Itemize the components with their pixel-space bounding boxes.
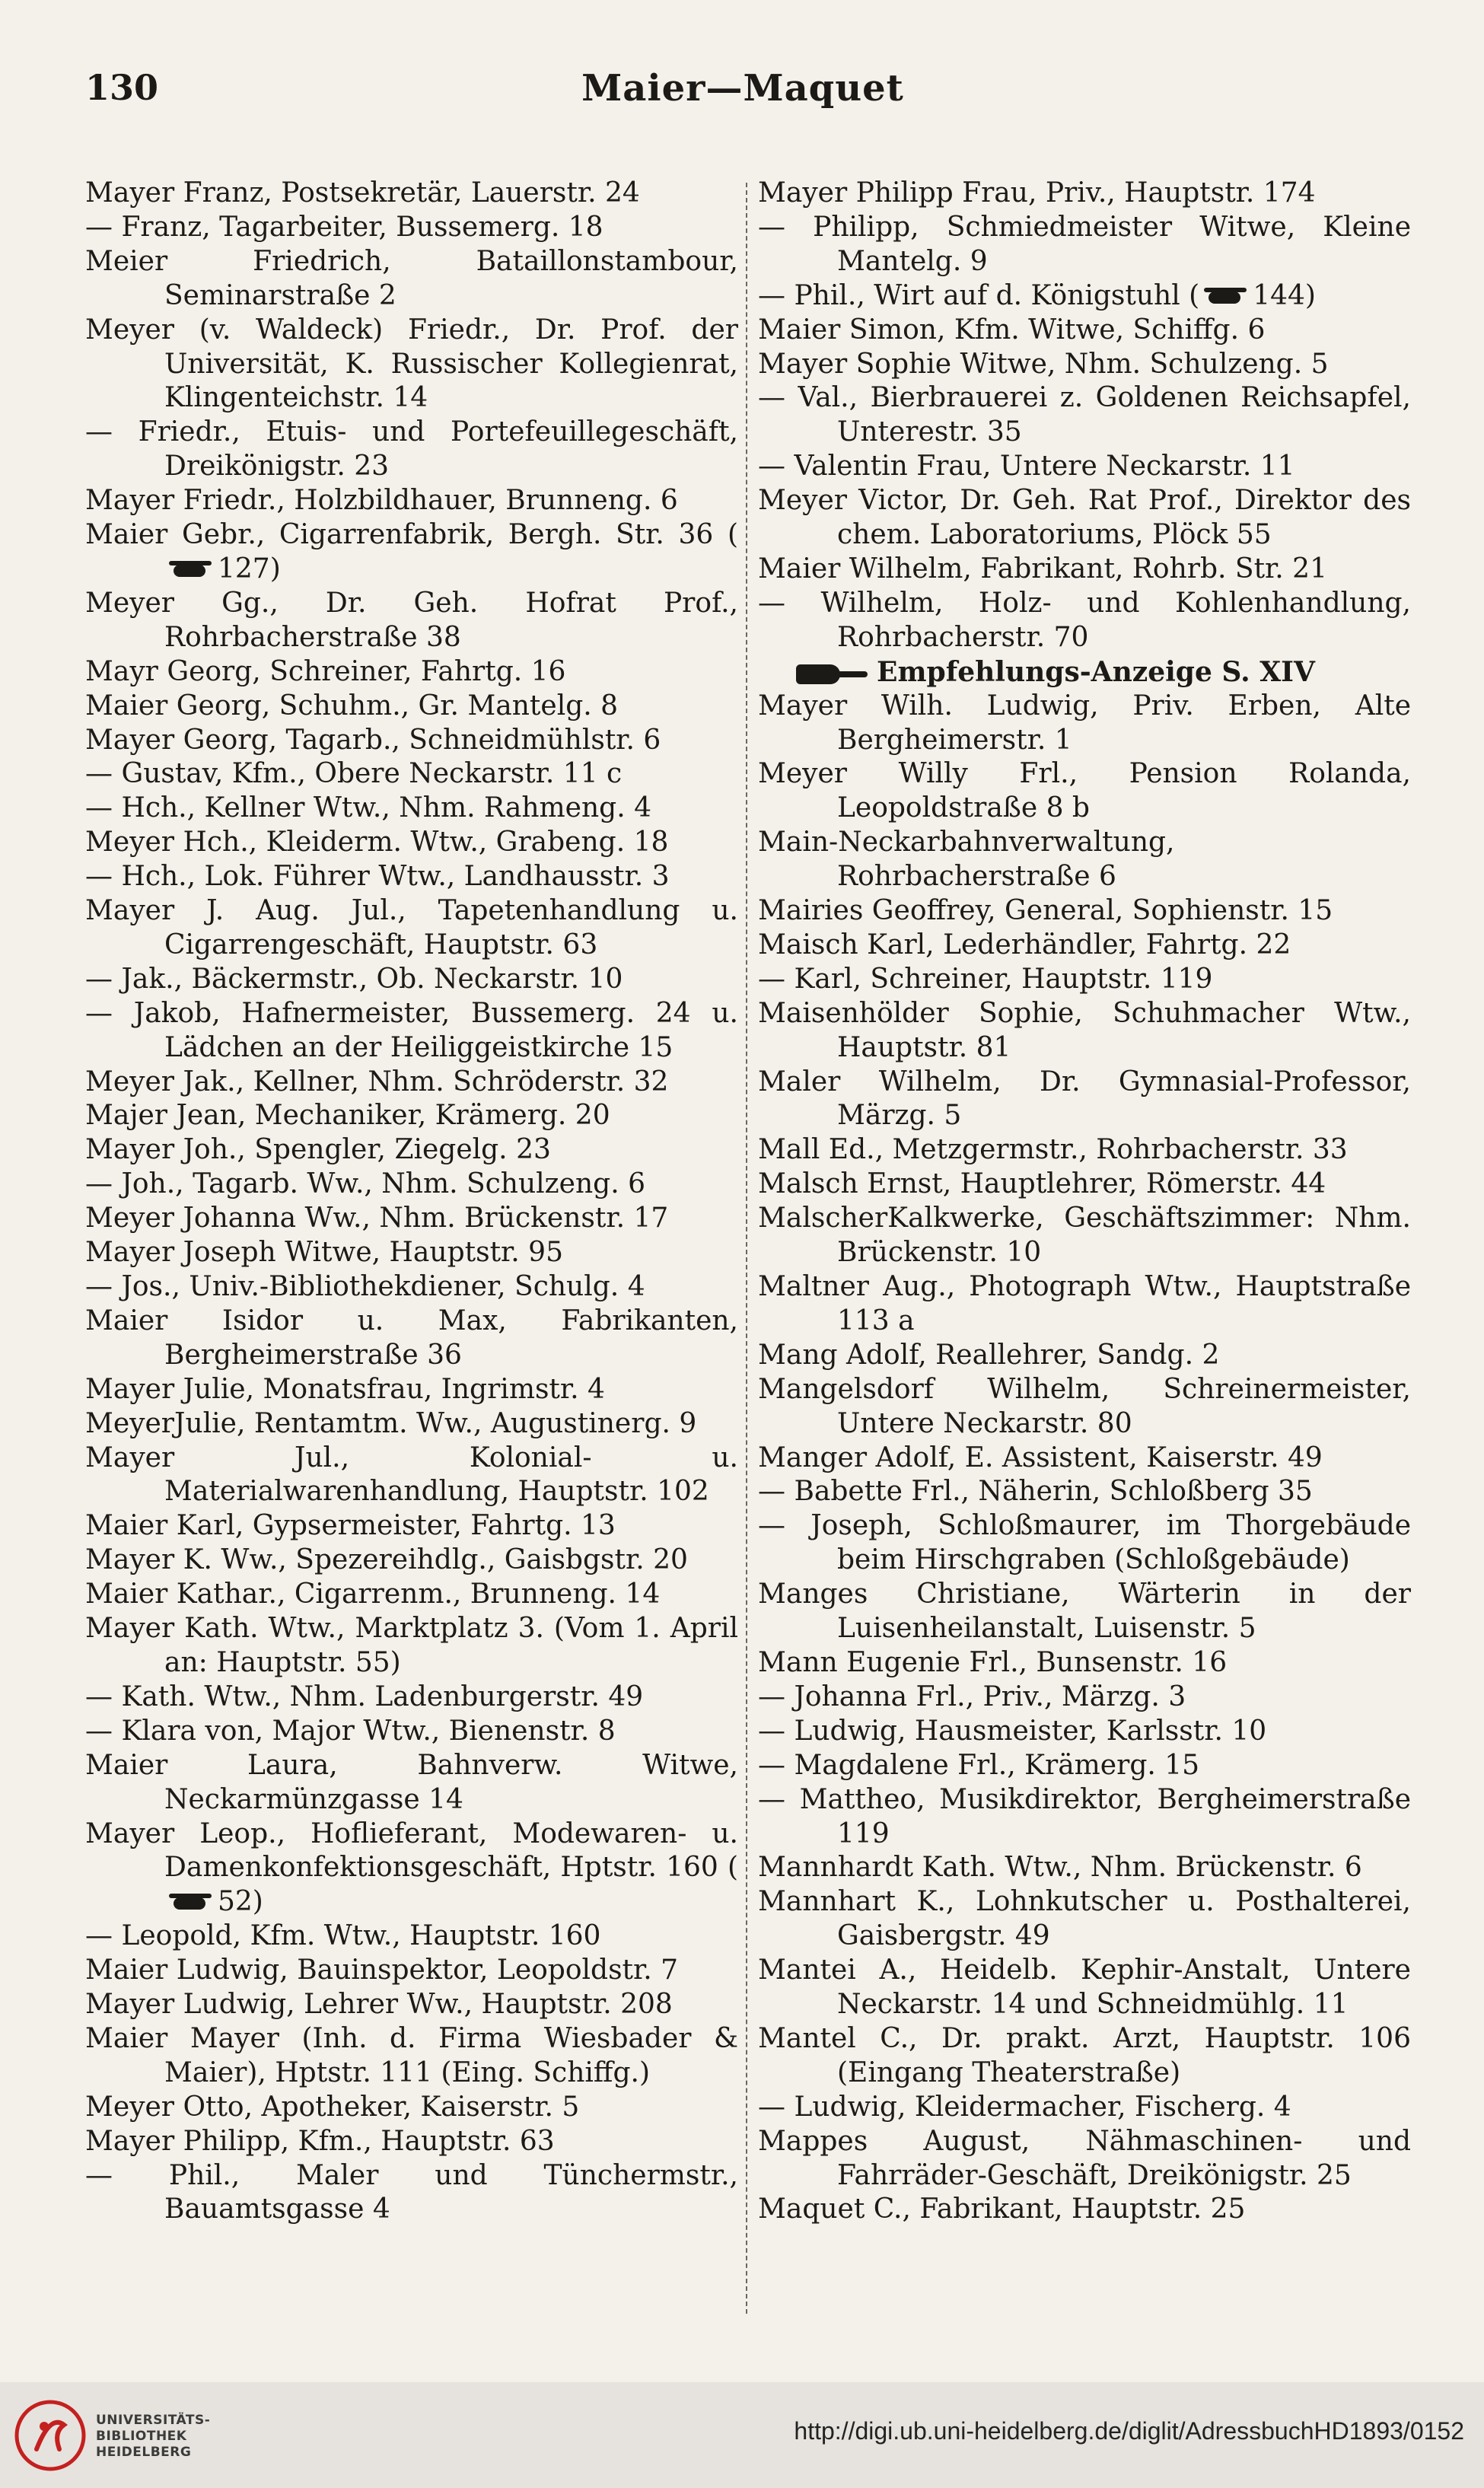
entry-text: Mayer Julie, Monatsfrau, Ingrimstr. 4 [85, 1373, 605, 1405]
entry-text: Maier Simon, Kfm. Witwe, Schiffg. 6 [758, 314, 1266, 346]
entry-text: Mang Adolf, Reallehrer, Sandg. 2 [758, 1339, 1220, 1371]
telephone-icon [1202, 287, 1250, 308]
directory-entry [85, 1270, 738, 1305]
directory-entry [758, 1270, 1411, 1339]
directory-entry [85, 1988, 738, 2022]
entry-text: Mantei A., Heidelb. Kephir-Anstalt, Untere Neckarstr. 14 und Schneidmühlg. 11 [758, 1954, 1411, 2021]
directory-entry [85, 1543, 738, 1578]
directory-entry [758, 963, 1411, 997]
entry-text: Maier Ludwig, Bauinspektor, Leopoldstr. 7 [85, 1954, 679, 1986]
directory-entry [85, 860, 738, 894]
entry-text: Mayer Joseph Witwe, Hauptstr. 95 [85, 1237, 563, 1269]
directory-entry [758, 1168, 1411, 1202]
directory-entry [758, 1133, 1411, 1168]
entry-text: Mantel C., Dr. prakt. Arzt, Hauptstr. 106 (Eingang Theaterstraße) [758, 2022, 1411, 2088]
directory-entry [85, 314, 738, 416]
entry-text: Maisch Karl, Lederhändler, Fahrtg. 22 [758, 929, 1291, 960]
entry-text: — Joh., Tagarb. Ww., Nhm. Schulzeng. 6 [85, 1168, 645, 1200]
directory-entry [85, 1680, 738, 1715]
entry-text: — Phil., Maler und Tünchermstr., Bauamtsgasse 4 [85, 2159, 738, 2225]
telephone-number: 144) [1253, 279, 1316, 311]
entry-text: — Philipp, Schmiedmeister Witwe, Kleine Mantelg. 9 [758, 211, 1411, 277]
entry-text: Mannhart K., Lohnkutscher u. Posthalterei, Gaisbergstr. 49 [758, 1886, 1411, 1952]
digitization-footer [0, 2382, 1484, 2488]
directory-entry [758, 1202, 1411, 1270]
entry-text: Manger Adolf, E. Assistent, Kaiserstr. 49 [758, 1442, 1323, 1473]
entry-text: Maier Isidor u. Max, Fabrikanten, Bergheimerstraße 36 [85, 1305, 738, 1371]
directory-entry [85, 894, 738, 963]
entry-text: Maquet C., Fabrikant, Hauptstr. 25 [758, 2193, 1246, 2225]
directory-entry [758, 2022, 1411, 2091]
running-head: Maier—Maquet [581, 67, 904, 110]
column-divider [746, 183, 747, 2314]
entry-text: Maier Karl, Gypsermeister, Fahrtg. 13 [85, 1510, 616, 1542]
library-name-line: UNIVERSITÄTS- [96, 2413, 211, 2428]
entry-text: Mayer Friedr., Holzbildhauer, Brunneng. 6 [85, 485, 678, 517]
entry-text: — Val., Bierbrauerei z. Goldenen Reichsapfel, Unterestr. 35 [758, 382, 1411, 448]
entry-text: Maier Georg, Schuhm., Gr. Mantelg. 8 [85, 690, 619, 722]
entry-text: Main-Neckarbahnverwaltung, Rohrbacherstraße 6 [758, 827, 1175, 893]
right-column [758, 177, 1411, 2330]
directory-entry [85, 655, 738, 690]
entry-text: — Gustav, Kfm., Obere Neckarstr. 11 c [85, 758, 623, 790]
directory-entry [85, 2125, 738, 2159]
directory-entry [758, 690, 1411, 758]
directory-entry [85, 963, 738, 997]
entry-text: Maler Wilhelm, Dr. Gymnasial-Professor, Märzg. 5 [758, 1066, 1411, 1132]
university-library-logo [14, 2399, 87, 2472]
directory-entry [758, 894, 1411, 929]
directory-entry [758, 1783, 1411, 1852]
directory-entry [85, 1509, 738, 1543]
directory-entry [758, 1509, 1411, 1578]
entry-text: Mayer Georg, Tagarb., Schneidmühlstr. 6 [85, 724, 661, 756]
directory-entry [85, 211, 738, 245]
directory-entry [758, 279, 1411, 314]
entry-text: — Jakob, Hafnermeister, Bussemerg. 24 u. Lädchen an der Heiliggeistkirche 15 [85, 997, 738, 1063]
entry-text: Maisenhölder Sophie, Schuhmacher Wtw., Hauptstr. 81 [758, 997, 1411, 1063]
directory-entry [758, 1646, 1411, 1680]
left-column [85, 177, 738, 2330]
entry-text: Mairies Geoffrey, General, Sophienstr. 15 [758, 895, 1333, 927]
entry-text: Mayer Jul., Kolonial- u. Materialwarenhandlung, Hauptstr. 102 [85, 1442, 738, 1508]
directory-entry [85, 757, 738, 792]
directory-entry [758, 2125, 1411, 2193]
directory-entry [758, 1851, 1411, 1885]
entry-text: — Karl, Schreiner, Hauptstr. 119 [758, 963, 1213, 995]
directory-entry [85, 1168, 738, 1202]
directory-entry [85, 1954, 738, 1988]
directory-entry [85, 1612, 738, 1680]
entry-text: — Wilhelm, Holz- und Kohlenhandlung, Rohrbacherstr. 70 [758, 587, 1411, 653]
entry-text: Mayer Joh., Spengler, Ziegelg. 23 [85, 1134, 551, 1166]
entry-text: Meyer Willy Frl., Pension Rolanda, Leopoldstraße 8 b [758, 758, 1411, 824]
directory-entry [85, 2022, 738, 2091]
entry-text: Mayer Philipp Frau, Priv., Hauptstr. 174 [758, 177, 1316, 209]
directory-entry [758, 1715, 1411, 1749]
entry-text: — Hch., Lok. Führer Wtw., Landhausstr. 3 [85, 861, 670, 893]
entry-text: — Kath. Wtw., Nhm. Ladenburgerstr. 49 [85, 1680, 644, 1712]
page-header [85, 67, 1400, 120]
directory-entry [758, 1475, 1411, 1509]
entry-text: — Leopold, Kfm. Wtw., Hauptstr. 160 [85, 1920, 601, 1952]
entry-text: Mangelsdorf Wilhelm, Schreinermeister, Untere Neckarstr. 80 [758, 1373, 1411, 1439]
directory-entry [758, 553, 1411, 587]
entry-text: Maier Laura, Bahnverw. Witwe, Neckarmünzgasse 14 [85, 1749, 738, 1815]
entry-text: Maier Mayer (Inh. d. Firma Wiesbader & Maier), Hptstr. 111 (Eing. Schiffg.) [85, 2022, 738, 2088]
telephone-icon [167, 560, 215, 581]
entry-text: — Mattheo, Musikdirektor, Bergheimerstraße 119 [758, 1783, 1411, 1849]
entry-text: Maier Wilhelm, Fabrikant, Rohrb. Str. 21 [758, 553, 1327, 585]
directory-entry [758, 314, 1411, 348]
entry-text: Meyer Victor, Dr. Geh. Rat Prof., Direktor des chem. Laboratoriums, Plöck 55 [758, 485, 1411, 551]
entry-text: Mayr Georg, Schreiner, Fahrtg. 16 [85, 655, 566, 687]
entry-text: Malsch Ernst, Hauptlehrer, Römerstr. 44 [758, 1168, 1326, 1200]
directory-entry [85, 1442, 738, 1510]
directory-entry [85, 1066, 738, 1100]
directory-entry [85, 1305, 738, 1373]
telephone-icon [167, 1893, 215, 1914]
directory-entry [85, 1578, 738, 1612]
directory-columns [85, 177, 1411, 2330]
directory-entry [758, 450, 1411, 484]
directory-entry [758, 1339, 1411, 1373]
directory-entry [85, 690, 738, 724]
directory-entry [758, 587, 1411, 655]
directory-entry [758, 211, 1411, 279]
directory-entry [85, 792, 738, 826]
directory-entry [85, 1236, 738, 1270]
directory-entry [85, 1202, 738, 1236]
pointing-hand-icon [796, 661, 869, 687]
entry-text: Mann Eugenie Frl., Bunsenstr. 16 [758, 1646, 1228, 1678]
entry-text: Meyer Jak., Kellner, Nhm. Schröderstr. 32 [85, 1066, 669, 1097]
entry-text: — Jos., Univ.-Bibliothekdiener, Schulg. 4 [85, 1271, 645, 1302]
entry-text: Manges Christiane, Wärterin in der Luisenheilanstalt, Luisenstr. 5 [758, 1578, 1411, 1645]
source-url-link[interactable]: http://digi.ub.uni-heidelberg.de/diglit/AdressbuchHD1893/0152 [794, 2417, 1464, 2445]
directory-entry [758, 1885, 1411, 1954]
entry-text: Mayer Wilh. Ludwig, Priv. Erben, Alte Bergheimerstr. 1 [758, 690, 1411, 756]
directory-entry [85, 1099, 738, 1133]
directory-entry [85, 518, 738, 587]
directory-entry [85, 587, 738, 655]
directory-entry [85, 1749, 738, 1817]
directory-entry [85, 997, 738, 1066]
entry-text: Meyer (v. Waldeck) Friedr., Dr. Prof. der Universität, K. Russischer Kollegienrat, Klingenteichstr. 14 [85, 314, 738, 414]
entry-text: — Babette Frl., Näherin, Schloßberg 35 [758, 1476, 1313, 1508]
telephone-number: 127) [218, 553, 281, 585]
directory-entry [85, 2159, 738, 2228]
entry-text: MalscherKalkwerke, Geschäftszimmer: Nhm. Brückenstr. 10 [758, 1203, 1411, 1269]
directory-entry [758, 826, 1411, 894]
directory-entry [85, 1919, 738, 1954]
entry-text: — Johanna Frl., Priv., Märzg. 3 [758, 1680, 1186, 1712]
directory-entry [758, 1373, 1411, 1442]
entry-text: Meier Friedrich, Bataillonstambour, Seminarstraße 2 [85, 245, 738, 311]
page-number: 130 [85, 67, 159, 108]
entry-text: Meyer Gg., Dr. Geh. Hofrat Prof., Rohrbacherstraße 38 [85, 587, 738, 653]
entry-text: Maier Kathar., Cigarrenm., Brunneng. 14 [85, 1578, 661, 1610]
entry-text: — Valentin Frau, Untere Neckarstr. 11 [758, 451, 1295, 483]
entry-text: Meyer Johanna Ww., Nhm. Brückenstr. 17 [85, 1203, 669, 1234]
directory-entry [758, 929, 1411, 963]
entry-text: Mannhardt Kath. Wtw., Nhm. Brückenstr. 6 [758, 1852, 1362, 1884]
entry-text: Mayer Franz, Postsekretär, Lauerstr. 24 [85, 177, 640, 209]
entry-text: Mayer Philipp, Kfm., Hauptstr. 63 [85, 2125, 555, 2157]
entry-text: — Klara von, Major Wtw., Bienenstr. 8 [85, 1715, 616, 1747]
entry-text: Meyer Hch., Kleiderm. Wtw., Grabeng. 18 [85, 827, 669, 859]
entry-text: — Hch., Kellner Wtw., Nhm. Rahmeng. 4 [85, 792, 652, 824]
entry-text: Mall Ed., Metzgermstr., Rohrbacherstr. 33 [758, 1134, 1348, 1166]
directory-entry [85, 826, 738, 860]
entry-text: Meyer Otto, Apotheker, Kaiserstr. 5 [85, 2091, 580, 2123]
entry-text: — Jak., Bäckermstr., Ob. Neckarstr. 10 [85, 963, 623, 995]
entry-text: Mayer J. Aug. Jul., Tapetenhandlung u. Cigarrengeschäft, Hauptstr. 63 [85, 895, 738, 960]
entry-text: — Magdalene Frl., Krämerg. 15 [758, 1749, 1200, 1781]
directory-entry [758, 757, 1411, 826]
directory-entry [758, 997, 1411, 1066]
directory-entry [85, 2091, 738, 2125]
directory-entry [758, 2193, 1411, 2227]
entry-text: — Ludwig, Kleidermacher, Fischerg. 4 [758, 2091, 1291, 2123]
entry-text: Mayer Kath. Wtw., Marktplatz 3. (Vom 1. April an: Hauptstr. 55) [85, 1613, 738, 1678]
directory-entry [85, 484, 738, 518]
entry-text: Mayer Leop., Hoflieferant, Modewaren- u. Damenkonfektionsgeschäft, Hptstr. 160 ( [85, 1817, 738, 1884]
directory-entry [758, 1066, 1411, 1134]
directory-entry [758, 381, 1411, 450]
entry-text: Mayer K. Ww., Spezereihdlg., Gaisbgstr. 20 [85, 1544, 688, 1576]
directory-entry [85, 245, 738, 314]
entry-text: — Ludwig, Hausmeister, Karlsstr. 10 [758, 1715, 1267, 1747]
entry-text: Mappes August, Nähmaschinen- und Fahrräder-Geschäft, Dreikönigstr. 25 [758, 2125, 1411, 2191]
directory-entry [85, 1133, 738, 1168]
directory-entry [85, 1715, 738, 1749]
directory-entry [758, 177, 1411, 211]
entry-text: — Franz, Tagarbeiter, Bussemerg. 18 [85, 211, 603, 243]
directory-entry [85, 1373, 738, 1407]
directory-entry [758, 1749, 1411, 1783]
entry-text: MeyerJulie, Rentamtm. Ww., Augustinerg. 9 [85, 1407, 697, 1439]
advertisement-reference [758, 655, 1411, 690]
entry-text: — Friedr., Etuis- und Portefeuillegeschäft, Dreikönigstr. 23 [85, 416, 738, 483]
library-name-line: HEIDELBERG [96, 2445, 192, 2460]
telephone-number: 52) [218, 1886, 263, 1918]
directory-entry [758, 1680, 1411, 1715]
library-name [96, 2413, 210, 2461]
entry-text: Maltner Aug., Photograph Wtw., Hauptstraße 113 a [758, 1271, 1411, 1336]
entry-text: Mayer Ludwig, Lehrer Ww., Hauptstr. 208 [85, 1989, 673, 2021]
directory-entry [85, 177, 738, 211]
directory-entry [85, 416, 738, 484]
entry-text: — Joseph, Schloßmaurer, im Thorgebäude beim Hirschgraben (Schloßgebäude) [758, 1510, 1411, 1576]
directory-entry [758, 484, 1411, 553]
directory-entry [758, 1442, 1411, 1476]
directory-entry [85, 1817, 738, 1920]
directory-entry [85, 724, 738, 758]
entry-text: Majer Jean, Mechaniker, Krämerg. 20 [85, 1100, 610, 1132]
directory-entry [758, 2091, 1411, 2125]
entry-text: Empfehlungs-Anzeige S. XIV [877, 655, 1315, 688]
directory-entry [758, 1578, 1411, 1646]
directory-entry [758, 1954, 1411, 2022]
entry-text: — Phil., Wirt auf d. Königstuhl ( [758, 279, 1200, 311]
library-name-line: BIBLIOTHEK [96, 2429, 187, 2444]
entry-text: Mayer Sophie Witwe, Nhm. Schulzeng. 5 [758, 348, 1329, 380]
entry-text: Maier Gebr., Cigarrenfabrik, Bergh. Str. 36 ( [85, 519, 738, 551]
directory-entry [758, 348, 1411, 382]
directory-entry [85, 1407, 738, 1442]
